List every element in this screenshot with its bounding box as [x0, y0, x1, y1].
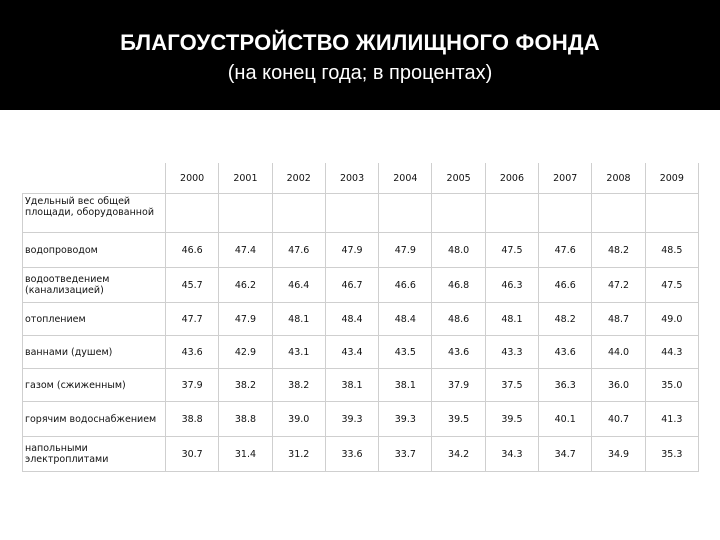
table-cell: 47.5: [645, 268, 698, 303]
table-cell: 41.3: [645, 402, 698, 437]
table-cell: 33.6: [325, 437, 378, 472]
table-cell: 46.6: [539, 268, 592, 303]
table-row: [23, 402, 699, 437]
table-row: [23, 233, 699, 268]
table-cell: 44.3: [645, 336, 698, 369]
table-row: [23, 336, 699, 369]
table-cell: 40.1: [539, 402, 592, 437]
year-header-row: [23, 163, 699, 194]
table-cell: 38.8: [166, 402, 219, 437]
table-cell: 34.3: [485, 437, 538, 472]
table-cell: 40.7: [592, 402, 645, 437]
table-cell: 46.2: [219, 268, 272, 303]
table-cell: 43.1: [272, 336, 325, 369]
table-cell: 47.9: [379, 233, 432, 268]
table-cell: 47.5: [485, 233, 538, 268]
table-cell: 31.4: [219, 437, 272, 472]
table-cell: 46.6: [166, 233, 219, 268]
year-header: 2002: [272, 163, 325, 194]
table-row: [23, 369, 699, 402]
row-label: газом (сжиженным): [23, 369, 166, 402]
title-banner: [0, 0, 720, 110]
table-cell: 46.8: [432, 268, 485, 303]
table-cell: 46.4: [272, 268, 325, 303]
table-cell: 47.9: [325, 233, 378, 268]
row-label: водоотведением (канализацией): [23, 268, 166, 303]
table-cell: 47.2: [592, 268, 645, 303]
table-cell: 48.5: [645, 233, 698, 268]
table-cell: 35.0: [645, 369, 698, 402]
year-header: 2004: [379, 163, 432, 194]
row-label: горячим водоснабжением: [23, 402, 166, 437]
table-cell: 38.8: [219, 402, 272, 437]
table-cell: 48.4: [379, 303, 432, 336]
table-cell: 46.7: [325, 268, 378, 303]
header-corner: [23, 163, 166, 194]
table-cell: 39.3: [325, 402, 378, 437]
table-cell: 38.1: [325, 369, 378, 402]
table-row: [23, 303, 699, 336]
table-cell: 34.7: [539, 437, 592, 472]
table-cell: 35.3: [645, 437, 698, 472]
table-cell: 48.7: [592, 303, 645, 336]
table-cell: 39.5: [485, 402, 538, 437]
year-header: 2008: [592, 163, 645, 194]
table-cell: 39.5: [432, 402, 485, 437]
row-label: водопроводом: [23, 233, 166, 268]
table-cell: 36.0: [592, 369, 645, 402]
year-header: 2001: [219, 163, 272, 194]
table-cell: 36.3: [539, 369, 592, 402]
section-row: [23, 194, 699, 233]
table-cell: 49.0: [645, 303, 698, 336]
year-header: 2009: [645, 163, 698, 194]
year-header: 2007: [539, 163, 592, 194]
table-cell: 47.4: [219, 233, 272, 268]
table-cell: 45.7: [166, 268, 219, 303]
table-cell: 34.9: [592, 437, 645, 472]
table-cell: 38.1: [379, 369, 432, 402]
year-header: 2003: [325, 163, 378, 194]
housing-amenities-table: [22, 163, 699, 472]
table-cell: 48.4: [325, 303, 378, 336]
table-cell: 43.4: [325, 336, 378, 369]
row-label: отоплением: [23, 303, 166, 336]
table-cell: 48.0: [432, 233, 485, 268]
table-cell: 44.0: [592, 336, 645, 369]
table-cell: 48.1: [272, 303, 325, 336]
table-cell: 37.9: [166, 369, 219, 402]
table-cell: 43.3: [485, 336, 538, 369]
table-cell: 48.6: [432, 303, 485, 336]
table-cell: 39.3: [379, 402, 432, 437]
page-subtitle: (на конец года; в процентах): [227, 62, 493, 84]
table-cell: 48.2: [539, 303, 592, 336]
table-cell: 37.5: [485, 369, 538, 402]
table-cell: 33.7: [379, 437, 432, 472]
table-cell: 31.2: [272, 437, 325, 472]
table-cell: 34.2: [432, 437, 485, 472]
table-cell: 48.1: [485, 303, 538, 336]
table-cell: 38.2: [219, 369, 272, 402]
table-cell: 39.0: [272, 402, 325, 437]
table-cell: 43.6: [432, 336, 485, 369]
table-row: [23, 268, 699, 303]
section-label: Удельный вес общей площади, оборудованной: [23, 194, 166, 233]
row-label: напольными электроплитами: [23, 437, 166, 472]
table-cell: 47.6: [539, 233, 592, 268]
row-label: ваннами (душем): [23, 336, 166, 369]
table-cell: 43.5: [379, 336, 432, 369]
year-header: 2000: [166, 163, 219, 194]
table-cell: 43.6: [166, 336, 219, 369]
year-header: 2006: [485, 163, 538, 194]
year-header: 2005: [432, 163, 485, 194]
table-cell: 30.7: [166, 437, 219, 472]
table-cell: 43.6: [539, 336, 592, 369]
table-cell: 46.3: [485, 268, 538, 303]
table-cell: 38.2: [272, 369, 325, 402]
table-cell: 47.7: [166, 303, 219, 336]
table-row: [23, 437, 699, 472]
table-cell: 42.9: [219, 336, 272, 369]
page-title: БЛАГОУСТРОЙСТВО ЖИЛИЩНОГО ФОНДА: [120, 30, 600, 55]
table-cell: 47.6: [272, 233, 325, 268]
table-cell: 47.9: [219, 303, 272, 336]
table-cell: 37.9: [432, 369, 485, 402]
table-cell: 46.6: [379, 268, 432, 303]
table-cell: 48.2: [592, 233, 645, 268]
